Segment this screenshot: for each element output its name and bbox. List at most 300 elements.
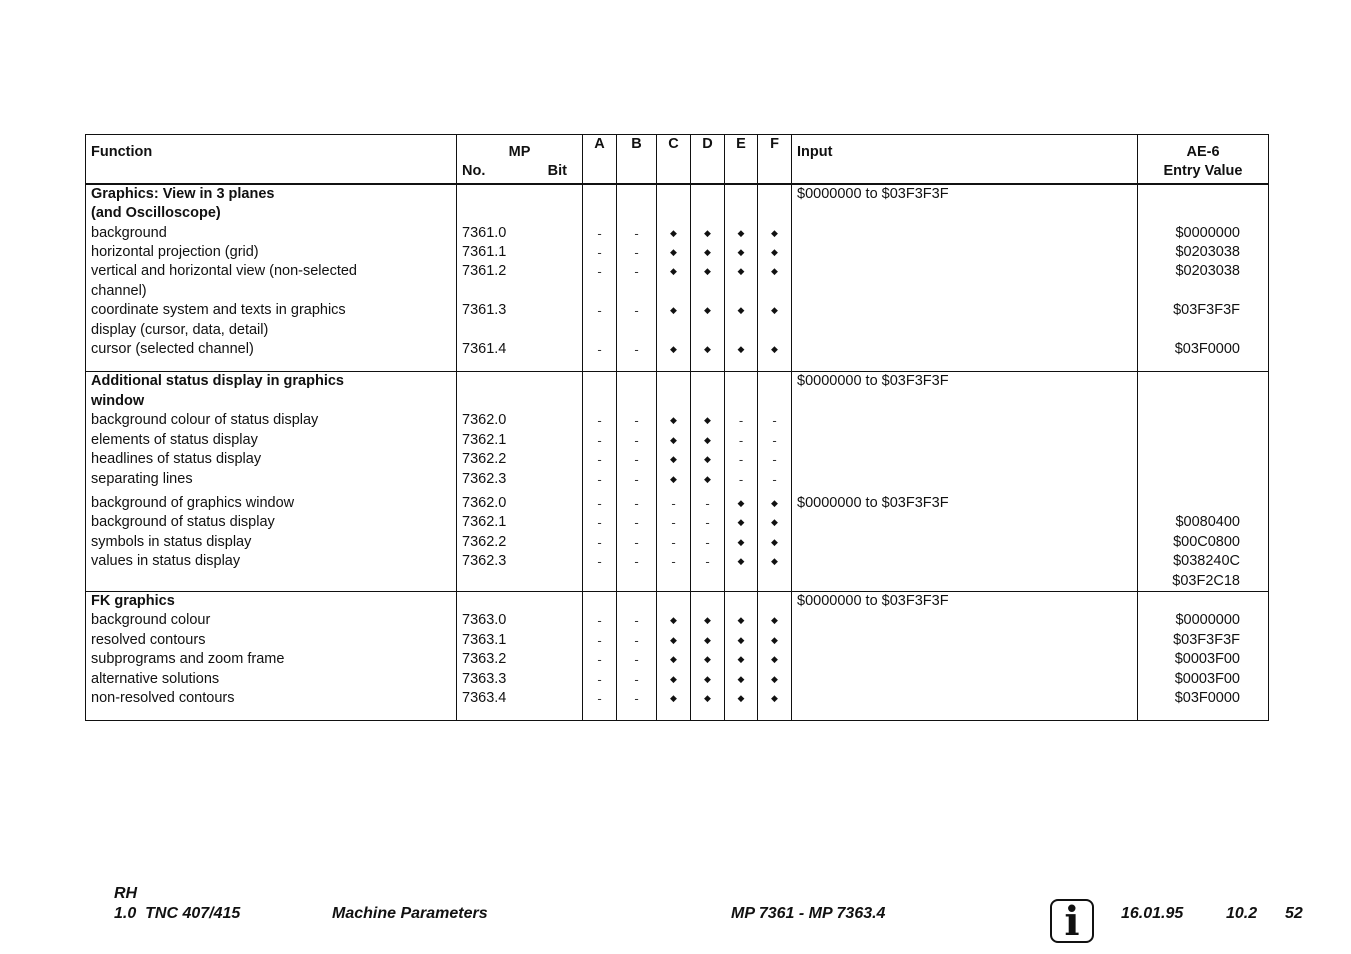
mp-number [457, 591, 583, 611]
function-label: background of status display [86, 513, 457, 532]
flag-cell-f [758, 708, 792, 721]
dash-marker: - [597, 690, 602, 706]
flag-cell-f [758, 359, 792, 372]
footer-product: 1.0 TNC 407/415 [114, 905, 241, 922]
flag-cell-e [725, 204, 758, 223]
dash-marker: - [597, 264, 602, 280]
machine-parameter-table [85, 134, 1269, 721]
header-function: Function [86, 135, 457, 184]
diamond-marker: ◆ [670, 692, 677, 703]
function-label: elements of status display [86, 431, 457, 450]
flag-cell-b [617, 708, 657, 721]
diamond-marker: ◆ [737, 266, 745, 277]
mp-number: 7362.0 [457, 494, 583, 513]
entry-value [1138, 450, 1269, 469]
flag-cell-e [725, 591, 758, 611]
flag-cell-d [691, 262, 725, 281]
parameter-group [86, 591, 1269, 720]
flag-cell-d [691, 513, 725, 532]
flag-cell-f [758, 631, 792, 650]
diamond-marker: ◆ [771, 634, 778, 645]
diamond-marker: ◆ [704, 415, 711, 426]
mp-number: 7362.3 [457, 470, 583, 489]
flag-cell-b [617, 650, 657, 669]
flag-cell-d [691, 301, 725, 320]
input-range: $0000000 to $03F3F3F [792, 184, 1138, 204]
dash-marker: - [597, 471, 602, 487]
diamond-marker: ◆ [737, 692, 745, 703]
flag-cell-a [583, 282, 617, 301]
diamond-marker: ◆ [704, 266, 711, 277]
flag-cell-a [583, 611, 617, 630]
dash-marker: - [738, 413, 744, 429]
dash-marker: - [597, 303, 602, 319]
group-title: Graphics: View in 3 planes [86, 184, 457, 204]
spacer [457, 359, 583, 372]
flag-cell-f [758, 262, 792, 281]
dash-marker: - [597, 554, 602, 570]
input-range: $0000000 to $03F3F3F [792, 372, 1138, 392]
entry-value [1138, 411, 1269, 430]
input-cell [792, 670, 1138, 689]
flag-cell-c [657, 411, 691, 430]
spacer-row [86, 359, 1269, 372]
diamond-marker: ◆ [704, 434, 711, 445]
flag-cell-c [657, 494, 691, 513]
dash-marker: - [597, 245, 602, 261]
flag-cell-c [657, 533, 691, 552]
table-row [86, 689, 1269, 708]
flag-cell-d [691, 372, 725, 392]
diamond-marker: ◆ [704, 673, 711, 684]
flag-cell-f [758, 372, 792, 392]
flag-cell-b [617, 224, 657, 243]
flag-cell-e [725, 533, 758, 552]
flag-cell-a [583, 689, 617, 708]
flag-cell-f [758, 243, 792, 262]
flag-cell-e [725, 611, 758, 630]
entry-value: $0203038 [1138, 243, 1269, 262]
dash-marker: - [772, 413, 777, 429]
flag-cell-e [725, 450, 758, 469]
mp-number: 7361.0 [457, 224, 583, 243]
footer-chapter: 10.2 [1226, 905, 1258, 922]
diamond-marker: ◆ [670, 247, 677, 258]
table-row [86, 431, 1269, 450]
diamond-marker: ◆ [771, 536, 778, 547]
group-title-row [86, 204, 1269, 223]
flag-cell-a [583, 340, 617, 359]
mp-number [457, 204, 583, 223]
diamond-marker: ◆ [704, 615, 711, 626]
flag-cell-c [657, 431, 691, 450]
table-row [86, 470, 1269, 489]
flag-cell-f [758, 340, 792, 359]
group-title: window [86, 392, 457, 411]
dash-marker: - [705, 554, 710, 570]
mp-number [457, 572, 583, 592]
function-label: background colour of status display [86, 411, 457, 430]
flag-cell-a [583, 513, 617, 532]
spacer [1138, 359, 1269, 372]
flag-cell-c [657, 359, 691, 372]
input-cell [792, 340, 1138, 359]
diamond-marker: ◆ [771, 517, 778, 528]
flag-cell-f [758, 204, 792, 223]
flag-cell-c [657, 372, 691, 392]
header-entry-value: Entry Value [1163, 163, 1243, 180]
mp-number [457, 321, 583, 340]
dash-marker: - [634, 690, 639, 706]
dash-marker: - [597, 515, 602, 531]
entry-value [1138, 470, 1269, 489]
header-d: D [691, 135, 725, 184]
flag-cell-e [725, 321, 758, 340]
function-label: subprograms and zoom frame [86, 650, 457, 669]
flag-cell-c [657, 204, 691, 223]
group-title-row [86, 392, 1269, 411]
diamond-marker: ◆ [670, 634, 677, 645]
flag-cell-b [617, 494, 657, 513]
diamond-marker: ◆ [771, 497, 778, 508]
flag-cell-d [691, 650, 725, 669]
flag-cell-d [691, 431, 725, 450]
flag-cell-e [725, 392, 758, 411]
table-row [86, 611, 1269, 630]
spacer [86, 708, 457, 721]
diamond-marker: ◆ [670, 473, 677, 484]
flag-cell-c [657, 243, 691, 262]
dash-marker: - [634, 632, 639, 648]
table-row [86, 340, 1269, 359]
flag-cell-a [583, 184, 617, 204]
dash-marker: - [597, 613, 602, 629]
flag-cell-d [691, 552, 725, 571]
flag-cell-b [617, 591, 657, 611]
diamond-marker: ◆ [771, 247, 778, 258]
table-row-cont [86, 321, 1269, 340]
input-cell [792, 572, 1138, 592]
flag-cell-a [583, 431, 617, 450]
flag-cell-f [758, 392, 792, 411]
input-cell [792, 689, 1138, 708]
dash-marker: - [597, 534, 602, 550]
flag-cell-a [583, 262, 617, 281]
mp-number: 7361.2 [457, 262, 583, 281]
flag-cell-c [657, 224, 691, 243]
flag-cell-d [691, 689, 725, 708]
dash-marker: - [738, 452, 744, 468]
flag-cell-d [691, 470, 725, 489]
flag-cell-d [691, 340, 725, 359]
function-label: non-resolved contours [86, 689, 457, 708]
table-row [86, 513, 1269, 532]
entry-value [1138, 282, 1269, 301]
flag-cell-b [617, 184, 657, 204]
spacer-row [86, 708, 1269, 721]
input-cell [792, 533, 1138, 552]
table-row [86, 631, 1269, 650]
mp-number [457, 392, 583, 411]
flag-cell-d [691, 450, 725, 469]
flag-cell-a [583, 411, 617, 430]
flag-cell-c [657, 513, 691, 532]
diamond-marker: ◆ [670, 415, 677, 426]
header-mp-label: MP [508, 144, 531, 160]
table-row [86, 301, 1269, 320]
dash-marker: - [634, 554, 639, 570]
table-header [86, 135, 1269, 184]
dash-marker: - [634, 495, 639, 511]
function-label [86, 572, 457, 592]
flag-cell-a [583, 392, 617, 411]
spacer [457, 708, 583, 721]
function-label-cont: channel) [86, 282, 457, 301]
input-cell [792, 321, 1138, 340]
flag-cell-c [657, 611, 691, 630]
entry-value: $03F3F3F [1138, 631, 1269, 650]
flag-cell-f [758, 670, 792, 689]
flag-cell-c [657, 340, 691, 359]
mp-number: 7362.0 [457, 411, 583, 430]
diamond-marker: ◆ [737, 634, 745, 645]
diamond-marker: ◆ [704, 454, 711, 465]
mp-number: 7361.4 [457, 340, 583, 359]
dash-marker: - [634, 264, 639, 280]
flag-cell-c [657, 392, 691, 411]
flag-cell-f [758, 611, 792, 630]
flag-cell-a [583, 321, 617, 340]
dash-marker: - [597, 495, 602, 511]
function-label: cursor (selected channel) [86, 340, 457, 359]
diamond-marker: ◆ [704, 344, 711, 355]
input-cell [792, 431, 1138, 450]
flag-cell-c [657, 282, 691, 301]
flag-cell-b [617, 282, 657, 301]
mp-number: 7363.1 [457, 631, 583, 650]
footer-date: 16.01.95 [1121, 905, 1184, 922]
mp-number: 7362.2 [457, 533, 583, 552]
flag-cell-a [583, 450, 617, 469]
table-row [86, 670, 1269, 689]
flag-cell-d [691, 533, 725, 552]
flag-cell-f [758, 224, 792, 243]
input-cell [792, 301, 1138, 320]
dash-marker: - [597, 342, 602, 358]
flag-cell-b [617, 689, 657, 708]
mp-number: 7361.3 [457, 301, 583, 320]
dash-marker: - [772, 432, 777, 448]
dash-marker: - [634, 342, 639, 358]
dash-marker: - [671, 534, 676, 550]
flag-cell-b [617, 301, 657, 320]
info-icon-glyph: i [1064, 898, 1080, 945]
diamond-marker: ◆ [771, 692, 778, 703]
flag-cell-c [657, 321, 691, 340]
flag-cell-b [617, 243, 657, 262]
flag-cell-b [617, 411, 657, 430]
dash-marker: - [634, 671, 639, 687]
input-cell [792, 611, 1138, 630]
mp-number: 7362.1 [457, 513, 583, 532]
dash-marker: - [671, 515, 676, 531]
flag-cell-e [725, 282, 758, 301]
input-cell [792, 282, 1138, 301]
entry-value [1138, 204, 1269, 223]
function-label: alternative solutions [86, 670, 457, 689]
entry-value [1138, 372, 1269, 392]
flag-cell-f [758, 470, 792, 489]
dash-marker: - [634, 534, 639, 550]
flag-cell-b [617, 631, 657, 650]
flag-cell-d [691, 359, 725, 372]
diamond-marker: ◆ [670, 654, 677, 665]
dash-marker: - [597, 413, 602, 429]
dash-marker: - [597, 225, 602, 241]
flag-cell-e [725, 631, 758, 650]
entry-value: $03F0000 [1138, 340, 1269, 359]
diamond-marker: ◆ [771, 305, 778, 316]
flag-cell-c [657, 470, 691, 489]
spacer [86, 359, 457, 372]
input-range [792, 204, 1138, 223]
mp-number: 7361.1 [457, 243, 583, 262]
mp-number [457, 372, 583, 392]
header-b: B [617, 135, 657, 184]
function-label: background colour [86, 611, 457, 630]
diamond-marker: ◆ [737, 536, 745, 547]
header-c: C [657, 135, 691, 184]
flag-cell-c [657, 262, 691, 281]
input-range [792, 392, 1138, 411]
flag-cell-d [691, 494, 725, 513]
entry-value: $03F0000 [1138, 689, 1269, 708]
flag-cell-b [617, 552, 657, 571]
flag-cell-e [725, 301, 758, 320]
diamond-marker: ◆ [771, 227, 778, 238]
header-a: A [583, 135, 617, 184]
diamond-marker: ◆ [670, 227, 677, 238]
flag-cell-b [617, 470, 657, 489]
dash-marker: - [634, 432, 639, 448]
flag-cell-a [583, 670, 617, 689]
flag-cell-e [725, 340, 758, 359]
entry-value: $0080400 [1138, 513, 1269, 532]
flag-cell-e [725, 372, 758, 392]
diamond-marker: ◆ [737, 497, 745, 508]
dash-marker: - [634, 515, 639, 531]
parameter-group [86, 372, 1269, 591]
table-row [86, 262, 1269, 281]
flag-cell-d [691, 411, 725, 430]
entry-value [1138, 392, 1269, 411]
flag-cell-a [583, 552, 617, 571]
diamond-marker: ◆ [737, 247, 745, 258]
dash-marker: - [597, 652, 602, 668]
header-no: No. [462, 163, 486, 180]
flag-cell-d [691, 282, 725, 301]
spacer [1138, 708, 1269, 721]
header-ae6-label: AE-6 [1186, 144, 1220, 160]
flag-cell-a [583, 204, 617, 223]
diamond-marker: ◆ [737, 556, 745, 567]
group-title-row [86, 591, 1269, 611]
entry-value [1138, 494, 1269, 513]
dash-marker: - [634, 245, 639, 261]
diamond-marker: ◆ [737, 344, 745, 355]
flag-cell-e [725, 572, 758, 592]
flag-cell-e [725, 470, 758, 489]
input-cell [792, 552, 1138, 571]
table-row [86, 243, 1269, 262]
dash-marker: - [671, 554, 676, 570]
flag-cell-a [583, 708, 617, 721]
flag-cell-f [758, 689, 792, 708]
function-label-cont: display (cursor, data, detail) [86, 321, 457, 340]
diamond-marker: ◆ [670, 673, 677, 684]
flag-cell-b [617, 670, 657, 689]
diamond-marker: ◆ [670, 615, 677, 626]
flag-cell-e [725, 359, 758, 372]
group-title: FK graphics [86, 591, 457, 611]
entry-value [1138, 591, 1269, 611]
function-label: headlines of status display [86, 450, 457, 469]
diamond-marker: ◆ [771, 673, 778, 684]
table-row [86, 411, 1269, 430]
dash-marker: - [634, 413, 639, 429]
input-cell [792, 631, 1138, 650]
flag-cell-e [725, 431, 758, 450]
mp-number: 7363.2 [457, 650, 583, 669]
dash-marker: - [738, 471, 744, 487]
spacer [792, 359, 1138, 372]
diamond-marker: ◆ [771, 344, 778, 355]
flag-cell-c [657, 591, 691, 611]
flag-cell-e [725, 224, 758, 243]
input-cell [792, 513, 1138, 532]
dash-marker: - [634, 613, 639, 629]
entry-value: $0203038 [1138, 262, 1269, 281]
function-label: vertical and horizontal view (non-selected [86, 262, 457, 281]
flag-cell-b [617, 513, 657, 532]
dash-marker: - [597, 432, 602, 448]
diamond-marker: ◆ [670, 305, 677, 316]
flag-cell-a [583, 631, 617, 650]
input-cell [792, 243, 1138, 262]
entry-value: $03F3F3F [1138, 301, 1269, 320]
mp-number [457, 282, 583, 301]
flag-cell-b [617, 359, 657, 372]
table-row [86, 552, 1269, 571]
flag-cell-b [617, 321, 657, 340]
table-row [86, 494, 1269, 513]
dash-marker: - [597, 452, 602, 468]
flag-cell-f [758, 494, 792, 513]
flag-cell-c [657, 631, 691, 650]
dash-marker: - [772, 471, 777, 487]
dash-marker: - [634, 652, 639, 668]
group-title: Additional status display in graphics [86, 372, 457, 392]
flag-cell-b [617, 611, 657, 630]
flag-cell-b [617, 431, 657, 450]
input-cell [792, 411, 1138, 430]
flag-cell-a [583, 470, 617, 489]
flag-cell-c [657, 670, 691, 689]
diamond-marker: ◆ [737, 517, 745, 528]
flag-cell-c [657, 184, 691, 204]
input-cell [792, 470, 1138, 489]
flag-cell-a [583, 224, 617, 243]
